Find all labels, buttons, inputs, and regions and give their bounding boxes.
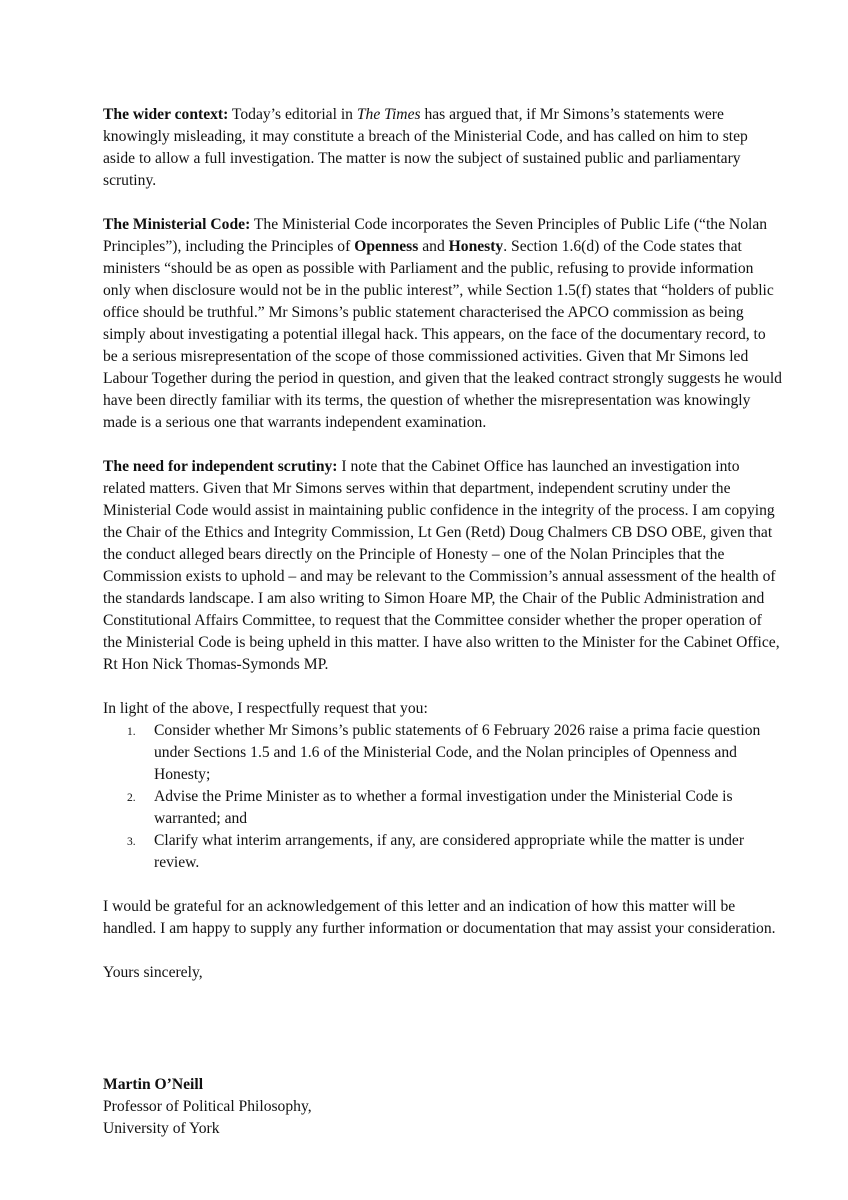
- code-text-1: The Ministerial Code incorporates the Seven Principles of Public Life (“the Nolan Principles”), including the Principles of: [103, 216, 768, 255]
- code-text-3: . Section 1.6(d) of the Code states that ministers “should be as open as possible with Parliament and the public, refusing to provide information only when disclosure would not be in the public interest”, while Section 1.5(f) states that “holders of public office should be truthful.” Mr Simons’s public statement characterised the APCO commission as being simply about investigating a potential illegal hack. This appears, on the face of the documentary record, to be a serious misrepresentation of the scope of those commissioned activities. Given that Mr Simons led Labour Together during the period in question, and given that the leaked contract strongly suggests he would have been directly familiar with its terms, the question of whether the misrepresentation was knowingly made is a serious one that warrants independent examination.: [103, 238, 782, 431]
- request-text: Consider whether Mr Simons’s public statements of 6 February 2026 raise a prima facie question under Sections 1.5 and 1.6 of the Ministerial Code, and the Nolan principles of Openness and Honesty;: [154, 722, 761, 783]
- context-heading: The wider context:: [103, 106, 229, 123]
- context-paragraph: [103, 104, 783, 192]
- request-item: [103, 720, 783, 786]
- scrutiny-heading: The need for independent scrutiny:: [103, 458, 338, 475]
- scrutiny-paragraph: [103, 456, 783, 676]
- request-text: Advise the Prime Minister as to whether a formal investigation under the Ministerial Code is warranted; and: [154, 788, 733, 827]
- principle-openness: Openness: [354, 238, 419, 255]
- code-paragraph: [103, 214, 783, 434]
- request-item: [103, 830, 783, 874]
- request-number: 1.: [127, 726, 136, 738]
- request-item: [103, 786, 783, 830]
- request-number: 2.: [127, 792, 136, 804]
- publication-name: The Times: [356, 106, 421, 123]
- request-text: Clarify what interim arrangements, if any, are considered appropriate while the matter is under review.: [154, 832, 745, 871]
- context-text-2: has argued that, if Mr Simons’s statements were knowingly misleading, it may constitute a breach of the Ministerial Code, and has called on him to step aside to allow a full investigation. The matter is now the subject of sustained public and parliamentary scrutiny.: [103, 106, 748, 189]
- signatory-institution: University of York: [103, 1120, 220, 1137]
- signatory-title: Professor of Political Philosophy,: [103, 1098, 312, 1115]
- closing-paragraph: I would be grateful for an acknowledgement of this letter and an indication of how this matter will be handled. I am happy to supply any further information or documentation that may assist your consideration.: [103, 898, 776, 937]
- requests-list: [103, 720, 783, 874]
- context-text-1: Today’s editorial in: [228, 106, 357, 123]
- requests-intro: In light of the above, I respectfully request that you:: [103, 700, 428, 717]
- signoff: Yours sincerely,: [103, 964, 203, 981]
- code-text-2: and: [418, 238, 449, 255]
- request-number: 3.: [127, 836, 136, 848]
- principle-honesty: Honesty: [448, 238, 504, 255]
- letter-page: [103, 104, 783, 1140]
- signatory-name: Martin O’Neill: [103, 1076, 204, 1093]
- code-heading: The Ministerial Code:: [103, 216, 251, 233]
- scrutiny-text: I note that the Cabinet Office has launched an investigation into related matters. Given that Mr Simons serves within that department, independent scrutiny under the Ministerial Code would assist in maintaining public confidence in the integrity of the process. I am copying the Chair of the Ethics and Integrity Commission, Lt Gen (Retd) Doug Chalmers CB DSO OBE, given that the conduct alleged bears directly on the Principle of Honesty – one of the Nolan Principles that the Commission exists to uphold – and may be relevant to the Commission’s annual assessment of the health of the standards landscape. I am also writing to Simon Hoare MP, the Chair of the Public Administration and Constitutional Affairs Committee, to request that the Committee consider whether the proper operation of the Ministerial Code is being upheld in this matter. I have also written to the Minister for the Cabinet Office, Rt Hon Nick Thomas-Symonds MP.: [103, 458, 780, 673]
- signature-block: [103, 1074, 783, 1140]
